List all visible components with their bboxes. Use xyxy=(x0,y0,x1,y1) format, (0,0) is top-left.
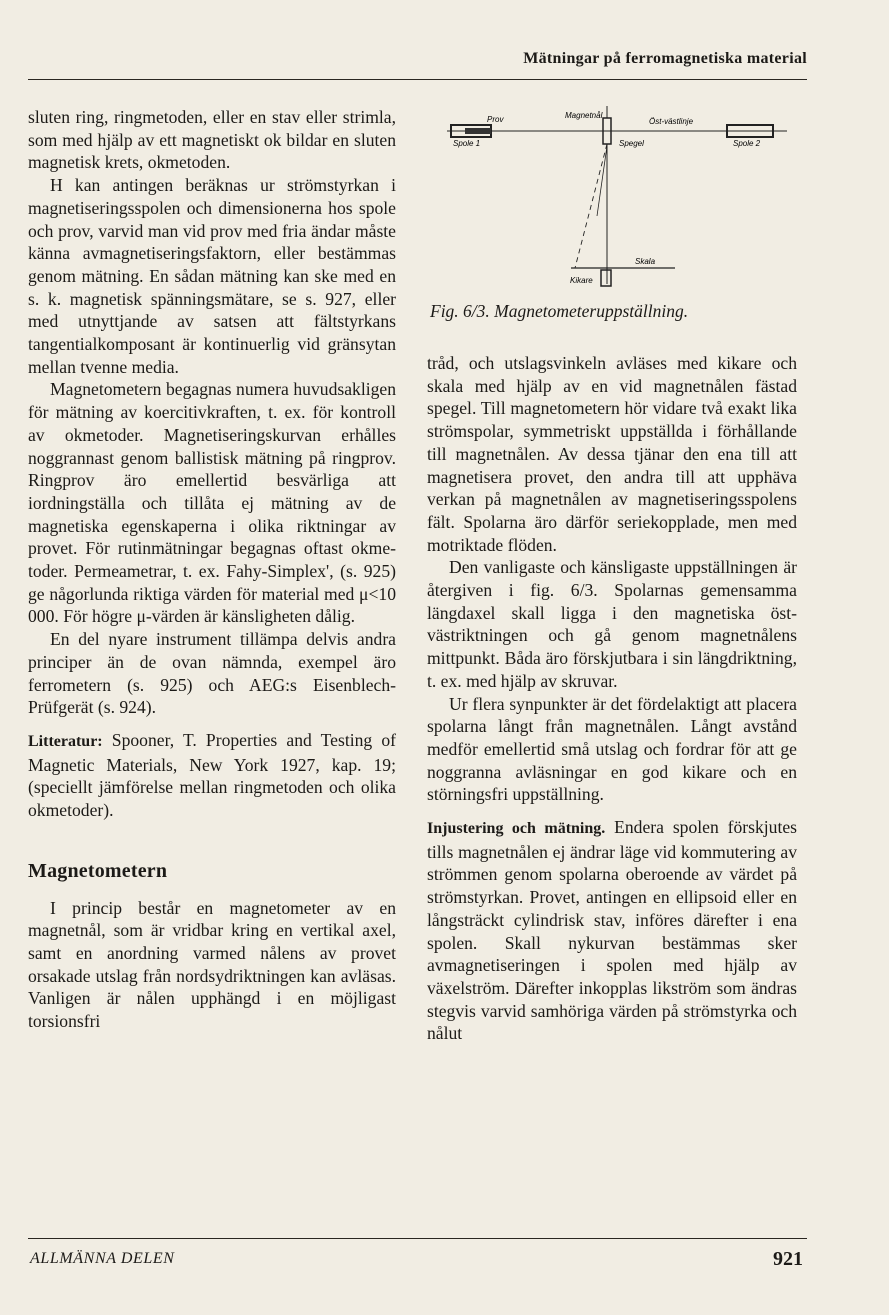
paragraph-adjustment xyxy=(427,816,797,1045)
label-spegel: Spegel xyxy=(619,139,644,148)
paragraph-field-strength: H kan antingen beräknas ur strömstyrkan i magnetiseringsspolen och dimensionerna hos spole och prov, varvid man vid prov med fria ändar måste känna avmagnetiseringsfaktorn, eller bestämmas genom mätning. En sådan mätning kan ske med en s. k. magnetisk spänningsmätare, se s. 927, eller med utnyttjande av satsen att fältstyrkans tangentialkomposant är kontinuerlig vid gränsytan mellan tvenne media. xyxy=(28,175,396,377)
footer-section: ALLMÄNNA DELEN xyxy=(30,1250,175,1267)
label-spole-1: Spole 1 xyxy=(453,139,481,148)
paragraph-magnetometer-use: Magnetometern begagnas numera huvudsakligen för mätning av koercitivkraften, t. ex. för kontroll av okmetoder. Magnetiseringskurvan erhålles noggrannast genom ballistisk mätning på ringprov. Ringprov äro emellertid besvärliga att iordningställa och tillåta ej mätning av de magnetiska egenskaperna i olika riktningar av provet. För rutinmätningar begagnas oftast okmetoder. Permeametrar, t. ex. Fahy-Simplex', (s. 925) ge någorlunda riktiga värden för material med μ<10 000. För högre μ-värden är känsligheten dålig. xyxy=(28,379,396,627)
label-magnetnal: Magnetnål xyxy=(565,111,603,120)
label-skala: Skala xyxy=(635,257,656,266)
paragraph-thread-reading: tråd, och utslagsvinkeln avläses med kikare och skala med hjälp av en vid magnetnålen fästad spegel. Till magnetometern hör vidare två exakt lika strömspolar, symmetriskt uppställda i förhållande till magnetnålen. Av dessa tjänar den ena till att magnetisera provet, den andra till att upphäva verkan på magnetnålen av magnetiseringsspolens fält. Spolarna äro därför seriekopplade, men med motriktade flöden. xyxy=(427,353,797,555)
paragraph-common-setup: Den vanligaste och känsligaste uppställningen är återgiven i fig. 6/3. Spolarnas gemensamma längdaxel skall ligga i den magnetiska öst-västriktningen och gå genom magnetnålens mittpunkt. Båda äro förskjutbara i sin längdriktning, t. ex. med hjälp av skruvar. xyxy=(427,557,797,691)
literature-reference xyxy=(28,729,396,822)
running-header: Mätningar på ferromagnetiska material xyxy=(523,50,807,67)
label-prov: Prov xyxy=(487,115,504,124)
literature-text: Spooner, T. Properties and Testing of Magnetic Materials, New York 1927, kap. 19; (speciellt jämförelse mellan ringmetoden och olika okmetoder). xyxy=(28,729,396,821)
section-heading: Magnetometern xyxy=(28,859,168,882)
paragraph-magnetometer-principle: I princip består en magnetometer av en magnetnål, som är vridbar kring en vertikal axel, samt en anordning varmed nålens av provet orsakade utslag från nordsydriktningen kan avläsas. Vanligen är nålen upphängd i en möjligast torsionsfri xyxy=(28,897,396,1032)
label-ost-vastlinje: Öst-västlinje xyxy=(649,117,694,126)
telescope-shape xyxy=(601,270,611,286)
figure-6-3 xyxy=(427,106,797,336)
paragraph-newer-instruments: En del nyare instrument tillämpa delvis andra principer än de ovan nämnda, exempel äro ferrometern (s. 925) och AEG:s Eisenblech-Prüfgerät (s. 924). xyxy=(28,629,396,718)
adjustment-text: Endera spolen förskjutes tills magnetnålen ej ändrar läge vid kommutering av strömmen genom spolarna oberoende av värdet på strömstyrkan. Provet, antingen en ellipsoid eller en långsträckt cylindrisk stav, införes därefter i ena spolen. Skall nykurvan bestämmas sker avmagnetiseringen i spolen med hjälp av växelström. Därefter inkopplas likström som ändras stegvis varvid samhöriga värden på strömstyrka och nålut xyxy=(427,817,797,1044)
left-column xyxy=(28,106,396,1033)
label-spole-2: Spole 2 xyxy=(733,139,761,148)
literature-label: Litteratur: xyxy=(28,732,103,750)
paragraph-coil-placement: Ur flera synpunkter är det fördelaktigt att placera spolarna långt från magnetnålen. Långt avstånd medför emellertid små utslag och fordrar för att ge noggranna avläsningar en god kikare och en störningsfri uppställning. xyxy=(427,693,797,805)
paragraph-ring-method: sluten ring, ringmetoden, eller en stav eller strimla, som med hjälp av ett magnetiskt ok bildar en sluten magnetisk krets, okmetoden. xyxy=(28,107,396,173)
adjustment-heading: Injustering och mätning. xyxy=(427,820,606,838)
sample-rod-shape xyxy=(465,128,491,134)
header-rule xyxy=(28,79,807,80)
footer-rule xyxy=(28,1238,807,1239)
right-column-text xyxy=(427,352,797,1045)
label-kikare: Kikare xyxy=(570,276,593,285)
page-number: 921 xyxy=(773,1248,803,1270)
magnetometer-diagram xyxy=(427,106,797,296)
figure-caption: Fig. 6/3. Magnetometeruppställning. xyxy=(430,301,689,321)
right-column xyxy=(427,106,797,1045)
